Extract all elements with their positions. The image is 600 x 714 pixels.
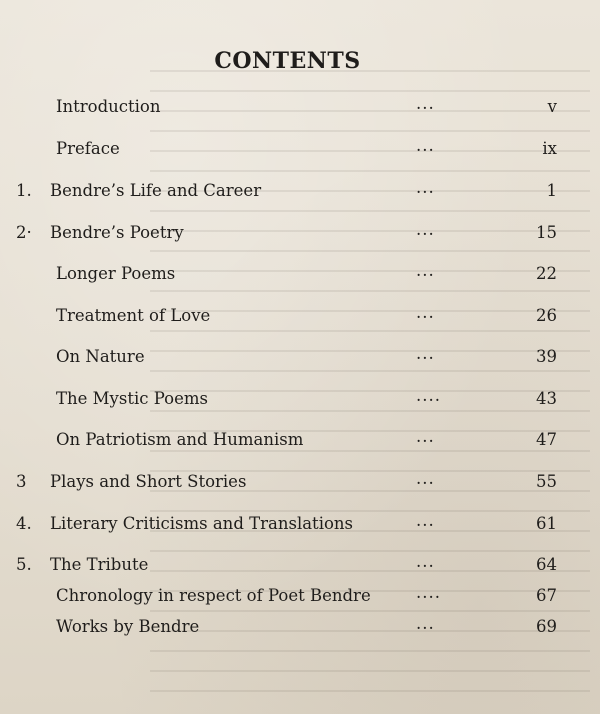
toc-entry <box>0 179 600 203</box>
toc-entry-title: Works by Bendre <box>56 617 200 636</box>
toc-entry-page: 26 <box>536 306 557 325</box>
toc-entry-title: On Nature <box>56 347 145 366</box>
toc-entry-page: 47 <box>536 430 557 449</box>
toc-entry-page: 22 <box>536 264 557 283</box>
toc-entry <box>0 615 600 639</box>
toc-entry <box>0 345 600 369</box>
toc-entry-leader: ... <box>416 552 435 571</box>
toc-entry <box>0 553 600 577</box>
toc-entry-title: The Mystic Poems <box>56 389 208 408</box>
toc-entry-title: Chronology in respect of Poet Bendre <box>56 586 371 605</box>
contents-heading: CONTENTS <box>214 48 361 74</box>
toc-entry-page: 1 <box>546 181 557 200</box>
toc-entry-title: Treatment of Love <box>56 306 211 325</box>
toc-entry-page: ix <box>542 139 557 158</box>
toc-entry <box>0 304 600 328</box>
toc-entry-title: The Tribute <box>50 555 149 574</box>
toc-entry-title: Bendre’s Poetry <box>50 223 184 242</box>
toc-entry <box>0 428 600 452</box>
toc-entry-title: Preface <box>56 139 120 158</box>
toc-entry-page: 43 <box>536 389 557 408</box>
toc-entry-leader: ... <box>416 261 435 280</box>
toc-entry-leader: ... <box>416 94 435 113</box>
toc-entry <box>0 137 600 161</box>
toc-entry-title: Bendre’s Life and Career <box>50 181 262 200</box>
toc-entry <box>0 262 600 286</box>
toc-entry-number: 2· <box>16 223 32 242</box>
toc-entry-leader: ... <box>416 220 435 239</box>
toc-entry <box>0 512 600 536</box>
toc-entry-leader: .... <box>416 386 441 405</box>
toc-entry-leader: ... <box>416 469 435 488</box>
toc-entry-page: 69 <box>536 617 557 636</box>
toc-entry-title: On Patriotism and Humanism <box>56 430 304 449</box>
toc-entry-page: 55 <box>536 472 557 491</box>
toc-entry-leader: ... <box>416 303 435 322</box>
toc-entry-page: 67 <box>536 586 557 605</box>
toc-entry-leader: ... <box>416 614 435 633</box>
toc-entry-leader: .... <box>416 583 441 602</box>
toc-entry-title: Plays and Short Stories <box>50 472 247 491</box>
toc-entry <box>0 470 600 494</box>
toc-entry-leader: ... <box>416 178 435 197</box>
toc-entry-number: 5. <box>16 555 32 574</box>
toc-entry-leader: ... <box>416 427 435 446</box>
toc-entry-leader: ... <box>416 344 435 363</box>
toc-entry-number: 4. <box>16 514 32 533</box>
toc-entry <box>0 95 600 119</box>
toc-entry-page: 39 <box>536 347 557 366</box>
toc-entry-page: 15 <box>536 223 557 242</box>
toc-entry-page: 61 <box>536 514 557 533</box>
toc-entry <box>0 221 600 245</box>
toc-entry <box>0 387 600 411</box>
toc-entry-page: v <box>547 97 557 116</box>
toc-entry-title: Introduction <box>56 97 161 116</box>
toc-entry-number: 1. <box>16 181 32 200</box>
toc-entry <box>0 584 600 608</box>
toc-entry-page: 64 <box>536 555 557 574</box>
toc-entry-title: Literary Criticisms and Translations <box>50 514 353 533</box>
toc-entry-number: 3 <box>16 472 27 491</box>
toc-entry-title: Longer Poems <box>56 264 176 283</box>
toc-entry-leader: ... <box>416 136 435 155</box>
toc-entry-leader: ... <box>416 511 435 530</box>
